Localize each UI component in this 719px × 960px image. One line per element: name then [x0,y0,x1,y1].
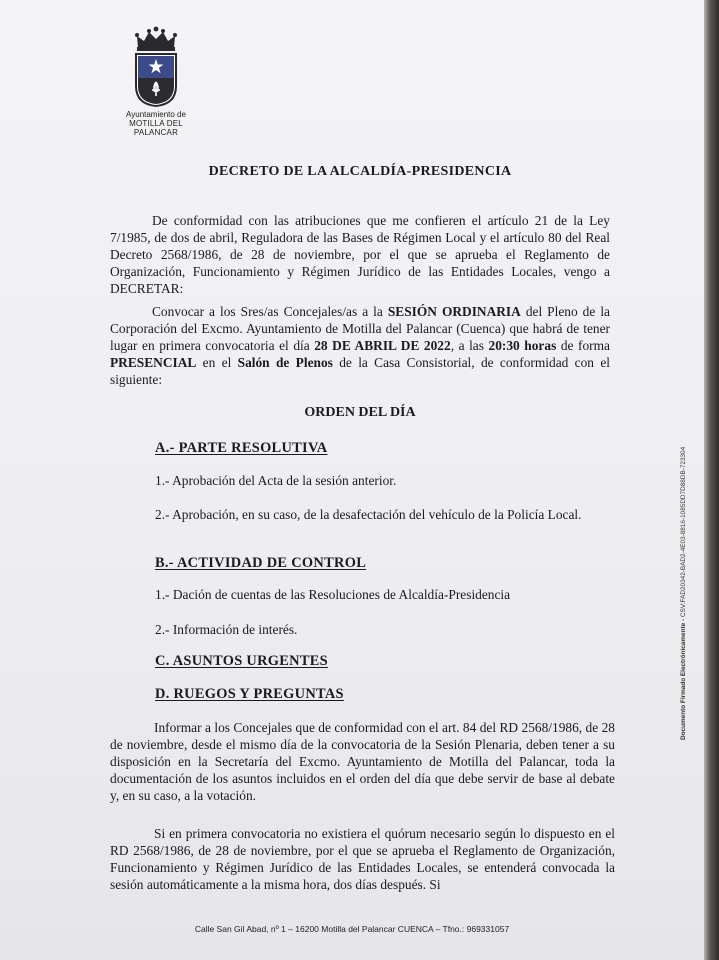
intro-paragraph: De conformidad con las atribuciones que me confieren el artículo 21 de la Ley 7/1985, de dos de abril, Reguladora de las Bases de Régimen Local y el artículo 80 del Real Decreto 2568/1986, de 28 de noviembre, por el que se aprueba el Reglamento de Organización, Funcionamiento y Régimen Jurídico de las Entidades Locales, vengo a DECRETAR: [110,213,610,296]
org-line-1: Ayuntamiento de [126,110,186,119]
quorum-paragraph: Si en primera convocatoria no existiera el quórum necesario según lo dispuesto en el RD 2568/1986, de 28 de noviembre, por el que se aprueba el Reglamento de Organización, Funcionamiento y Régimen Jurídico de las Entidades Locales, se entenderá convocada la sesión automáticamente a la misma hora, dos días después. Si [110,826,615,892]
session-mode: PRESENCIAL [110,355,197,370]
text-run: de forma [556,338,610,353]
section-b-item-2: 2.- Información de interés. [155,622,298,637]
text-run: Convocar a los Sres/as Concejales/as a la [152,304,388,319]
section-c-title: C. ASUNTOS URGENTES [155,653,328,669]
text-run: del Pleno de la Corporación del Excmo. Ayuntamiento de Motilla del Palancar (Cuenca) que habrá de tener lugar en primera convocatoria el día [110,304,610,353]
footer-address: Calle San Gil Abad, nº 1 – 16200 Motilla del Palancar CUENCA – Tfno.: 969331057 [194,924,510,934]
convocation-paragraph [110,303,610,388]
section-a-title: A.- PARTE RESOLUTIVA [155,440,328,456]
section-d-title: D. RUEGOS Y PREGUNTAS [155,686,344,702]
agenda-title: ORDEN DEL DÍA [304,405,416,420]
signature-label: Documento Firmado Electrónicamente - [680,617,687,740]
section-b-title: B.- ACTIVIDAD DE CONTROL [155,555,367,571]
text-run: de la Casa Consistorial, de conformidad con el siguiente: [110,355,610,387]
session-type: SESIÓN ORDINARIA [387,304,521,319]
section-b-item-1: 1.- Dación de cuentas de las Resoluciones de Alcaldía-Presidencia [155,587,511,602]
session-time: 20:30 horas [488,338,557,353]
municipal-logo [108,26,204,137]
background-edge [704,0,719,960]
section-a-item-2: 2.- Aprobación, en su caso, de la desafectación del vehículo de la Policía Local. [155,507,582,522]
coat-of-arms-icon [133,26,179,108]
decree-title: DECRETO DE LA ALCALDÍA-PRESIDENCIA [208,164,512,179]
csv-code: CSV:FAD20342-BAD2-4E03-8816-1085DD7D88DB-723304 [680,446,687,618]
text-run: , a las [450,338,489,353]
documentation-paragraph: Informar a los Concejales que de conformidad con el art. 84 del RD 2568/1986, de 28 de noviembre, desde el mismo día de la convocatoria de la Sesión Plenaria, deben tener a su disposición en la Secretaría del Excmo. Ayuntamiento de Motilla del Palancar, toda la documentación de los asuntos incluidos en el orden del día que debe servir de base al debate y, en su caso, a la votación. [110,720,615,803]
session-venue: Salón de Plenos [237,355,333,370]
org-line-2: MOTILLA DEL PALANCAR [129,119,183,137]
electronic-signature-note [680,447,687,740]
section-a-item-1: 1.- Aprobación del Acta de la sesión anterior. [155,473,397,488]
text-run: en el [196,355,238,370]
session-date: 28 DE ABRIL DE 2022 [314,338,451,353]
